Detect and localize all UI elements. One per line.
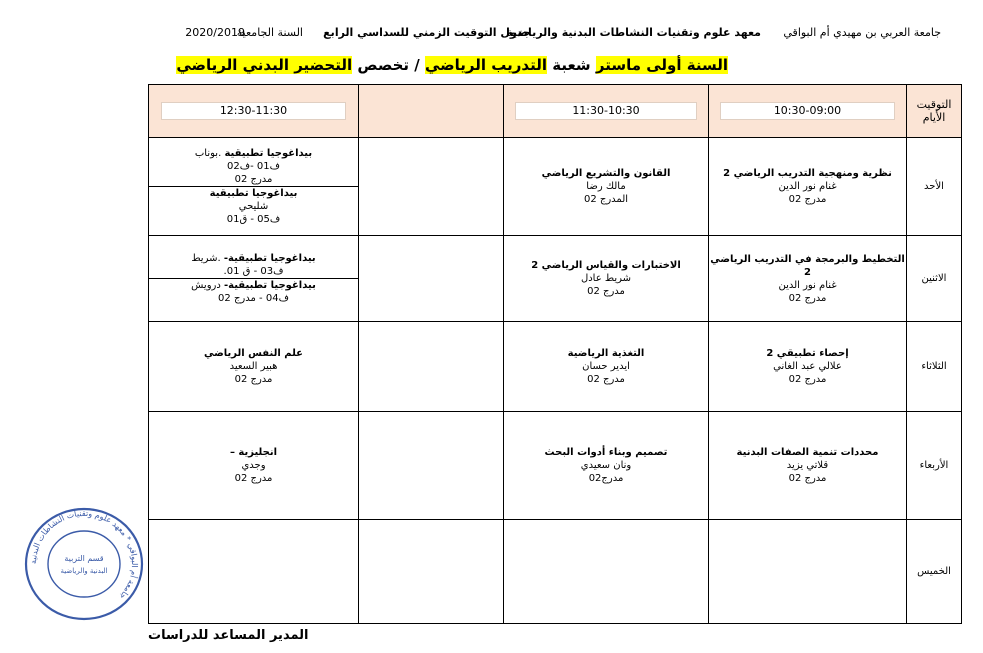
session-part: [149, 278, 358, 305]
session-cell: [149, 412, 359, 520]
session-groups: ف05 - ق01: [226, 214, 281, 225]
session-title: محددات تنمية الصفات البدنية: [736, 447, 879, 458]
session-teacher: علالي عبد الغاني: [773, 361, 842, 372]
session-room: مدرج 02: [788, 292, 827, 304]
title-level: السنة أولى ماستر: [595, 56, 728, 74]
row-tuesday: [149, 322, 962, 412]
empty-cell: [359, 412, 504, 520]
session-part: [149, 186, 358, 226]
session-cell: [504, 412, 709, 520]
empty-cell: [149, 520, 359, 624]
session-title: علم النفس الرياضي: [203, 348, 303, 359]
stamp-inner-ring: [48, 531, 120, 597]
academic-year-value: 2020/2019: [185, 26, 245, 39]
session-title: القانون والتشريع الرياضي: [541, 168, 671, 179]
row-thursday: [149, 520, 962, 624]
session-teacher: درويش: [191, 280, 221, 291]
corner-days-label: الأيام: [922, 111, 946, 124]
session-cell: [709, 236, 907, 322]
empty-cell: [504, 520, 709, 624]
session-teacher: قلاتي يزيد: [786, 460, 829, 471]
session-room: المدرج 02: [583, 194, 629, 205]
session-title: تصميم وبناء أدوات البحث: [544, 447, 668, 458]
session-room: مدرج 02: [788, 374, 827, 385]
institute-name: معهد علوم وتقنيات النشاطات البدنية والرياضية: [506, 26, 761, 39]
day-sunday: الأحد: [907, 138, 962, 236]
session-cell: [504, 236, 709, 322]
session-cell: [504, 322, 709, 412]
session-room: مدرج02: [588, 473, 624, 484]
session-teacher: ايدير حسان: [582, 361, 630, 372]
day-wednesday: الأربعاء: [907, 412, 962, 520]
title-specialty-label: / تخصص: [357, 56, 420, 74]
time-slot-2-label: 11:30-10:30: [515, 102, 697, 120]
session-teacher: هبير السعيد: [229, 361, 278, 372]
day-tuesday: الثلاثاء: [907, 322, 962, 412]
session-teacher: غنام نور الدين: [778, 181, 837, 192]
empty-cell: [359, 138, 504, 236]
stamp-ring-text: جامعة أم البواقي * معهد علوم وتقنيات النشاطات البدنية: [28, 508, 140, 601]
time-slot-1-label: 10:30-09:00: [720, 102, 895, 120]
session-teacher: شريط عادل: [580, 273, 632, 284]
session-title: التخطيط والبرمجة في التدريب الرياضي 2: [710, 253, 905, 278]
session-room: مدرج 02: [234, 174, 273, 185]
session-title: الاختبارات والقياس الرياضي 2: [531, 260, 681, 271]
session-title: انجليزية –: [229, 447, 278, 458]
empty-cell: [709, 520, 907, 624]
title-branch: التدريب الرياضي: [425, 56, 547, 74]
session-cell-split: [149, 236, 359, 322]
institute-stamp: [22, 505, 146, 623]
session-room: مدرج 02: [587, 286, 625, 297]
corner-cell: [907, 85, 962, 138]
university-name: جامعة العربي بن مهيدي أم البواقي: [783, 26, 941, 39]
session-part: [149, 147, 358, 186]
academic-year-label: السنة الجامعية: [236, 26, 303, 39]
signature-label: المدير المساعد للدراسات: [148, 628, 309, 643]
time-slot-4-label: 12:30-11:30: [161, 102, 347, 120]
stamp-outer-ring: [26, 509, 142, 619]
time-header-row: [149, 85, 962, 138]
session-title: نظرية ومنهجية التدريب الرياضي 2: [723, 168, 892, 179]
empty-cell: [359, 236, 504, 322]
session-teacher: شليحي: [238, 201, 269, 212]
session-room: مدرج 02: [234, 374, 273, 385]
session-cell: [709, 138, 907, 236]
time-slot-4: [149, 85, 359, 138]
session-title: التغذية الرياضية: [567, 348, 645, 359]
session-title: بيداغوجيا تطبيقية-: [223, 253, 316, 264]
session-groups: ف04 - مدرج 02: [218, 293, 289, 304]
session-title: بيداغوجيا تطبيقية-: [224, 280, 316, 291]
row-sunday: [149, 138, 962, 236]
empty-cell: [359, 520, 504, 624]
time-slot-1: [709, 85, 907, 138]
session-cell: [709, 412, 907, 520]
session-title: بيداغوجيا تطبيقية: [224, 148, 313, 159]
session-cell-split: [149, 138, 359, 236]
stamp-inner-line1: قسم التربية: [64, 554, 104, 563]
document-title: [176, 56, 728, 74]
session-cell: [504, 138, 709, 236]
session-cell: [149, 322, 359, 412]
session-room: مدرج 02: [587, 374, 625, 385]
session-title: إحصاء تطبيقي 2: [766, 348, 849, 359]
session-teacher: غنام نور الدين: [778, 279, 837, 291]
session-room: مدرج 02: [788, 194, 827, 205]
schedule-title: جدول التوقيت الزمني للسداسي الرابع: [323, 26, 531, 39]
time-slot-2: [504, 85, 709, 138]
session-room: مدرج 02: [234, 473, 273, 484]
empty-cell: [359, 322, 504, 412]
session-teacher: وجدي: [241, 460, 266, 471]
stamp-inner-line2: البدنية والرياضية: [60, 567, 108, 575]
timetable: [148, 84, 962, 624]
session-title: بيداغوجيا تطبيقية: [209, 188, 298, 199]
session-teacher: مالك رضا: [586, 181, 626, 192]
row-monday: [149, 236, 962, 322]
session-teacher: .شريط: [191, 253, 221, 264]
row-wednesday: [149, 412, 962, 520]
session-room: مدرج 02: [788, 473, 827, 484]
session-teacher: ونان سعيدي: [580, 460, 632, 471]
time-slot-3: [359, 85, 504, 138]
day-monday: الاثنين: [907, 236, 962, 322]
corner-time-label: التوقيت: [916, 98, 952, 111]
title-branch-label: شعبة: [552, 56, 591, 74]
session-groups: ف01 -ف02: [227, 161, 280, 172]
session-groups: ف03 - ق 01.: [223, 266, 284, 277]
session-teacher: .بوناب: [194, 148, 222, 159]
title-specialty: التحضير البدني الرياضي: [176, 56, 353, 74]
session-cell: [709, 322, 907, 412]
session-part: [149, 252, 358, 278]
day-thursday: الخميس: [907, 520, 962, 624]
